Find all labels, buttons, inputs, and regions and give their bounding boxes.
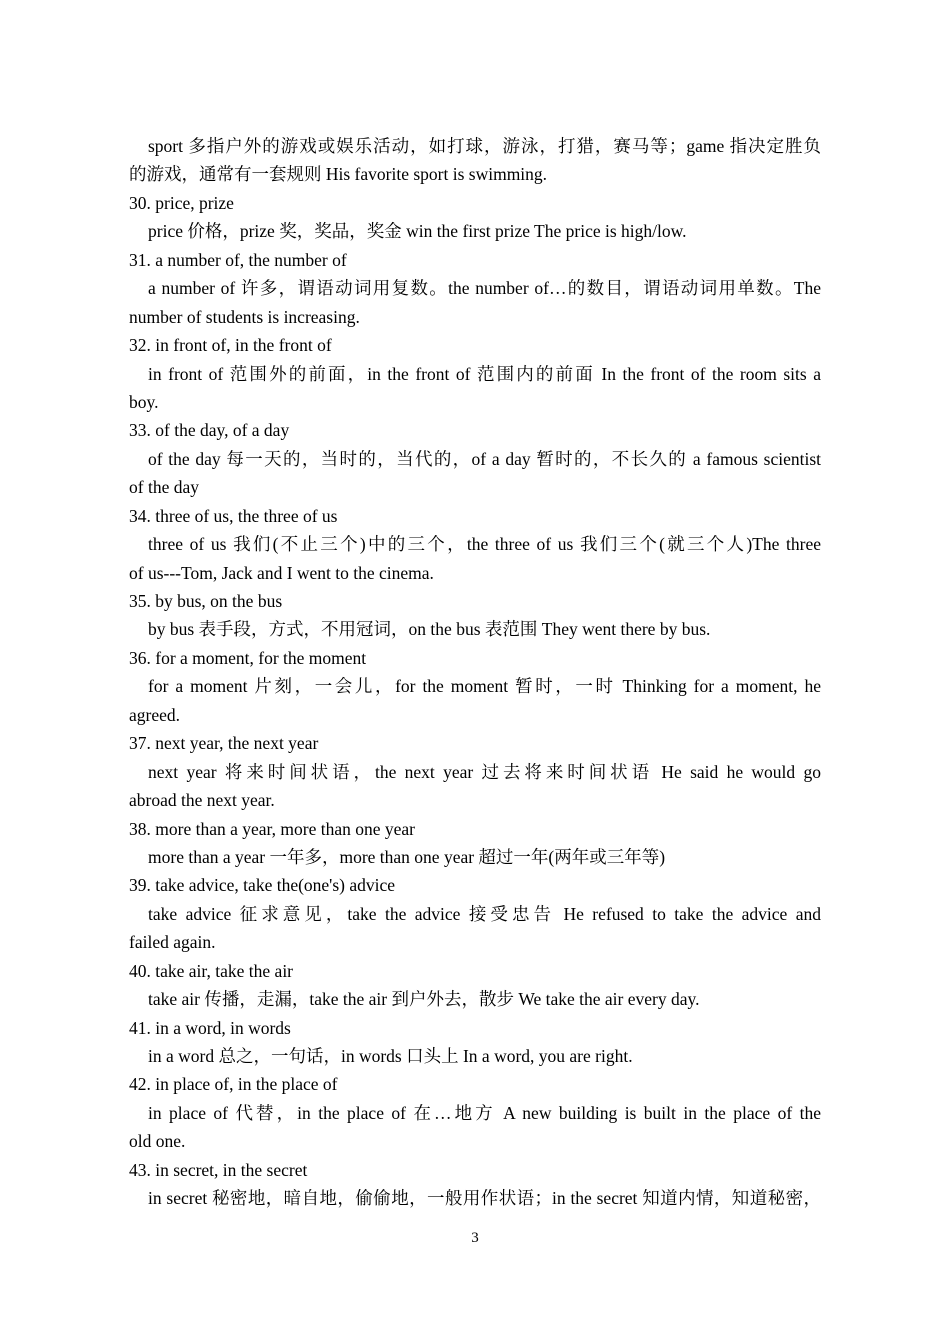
text-line: of the day 每一天的，当时的，当代的，of a day 暂时的，不长久的 a famous scientist bbox=[148, 448, 821, 469]
text-line: for a moment 片刻，一会儿，for the moment 暂时，一时 Thinking for a moment, he bbox=[148, 676, 821, 697]
entry-heading: 34. three of us, the three of us bbox=[129, 505, 338, 526]
text-line: in a word 总之，一句话，in words 口头上 In a word, you are right. bbox=[148, 1046, 633, 1066]
entry-heading: 42. in place of, in the place of bbox=[129, 1074, 338, 1095]
entry-heading: 36. for a moment, for the moment bbox=[129, 647, 367, 668]
text-line: price 价格，prize 奖，奖品，奖金 win the first prize The price is high/low. bbox=[148, 221, 687, 242]
text-line: by bus 表手段，方式，不用冠词，on the bus 表范围 They went there by bus. bbox=[148, 619, 711, 640]
entry-heading: 33. of the day, of a day bbox=[129, 420, 290, 441]
text-line: in secret 秘密地，暗自地，偷偷地，一般用作状语；in the secret 知道内情，知道秘密， bbox=[148, 1188, 821, 1209]
entry-heading: 30. price, prize bbox=[129, 192, 234, 213]
text-line: more than a year 一年多，more than one year 超过一年(两年或三年等) bbox=[148, 846, 666, 867]
text-line: of the day bbox=[129, 477, 199, 498]
page-content bbox=[129, 132, 821, 1213]
page-number: 3 bbox=[471, 1230, 479, 1246]
entry-heading: 38. more than a year, more than one year bbox=[129, 818, 415, 839]
text-line: old one. bbox=[129, 1131, 186, 1152]
entry-heading: 37. next year, the next year bbox=[129, 733, 319, 754]
text-line: failed again. bbox=[129, 932, 216, 953]
text-line: three of us 我们(不止三个)中的三个，the three of us 我们三个(就三个人)The three bbox=[148, 534, 821, 555]
entry-heading: 31. a number of, the number of bbox=[129, 249, 347, 270]
text-line: in front of 范围外的前面，in the front of 范围内的前面 In the front of the room sits a bbox=[148, 363, 821, 384]
entry-heading: 40. take air, take the air bbox=[129, 960, 294, 981]
entry-heading: 43. in secret, in the secret bbox=[129, 1159, 308, 1180]
text-line: 的游戏，通常有一套规则 His favorite sport is swimming. bbox=[129, 164, 548, 185]
text-line: next year 将来时间状语，the next year 过去将来时间状语 He said he would go bbox=[148, 761, 821, 782]
text-line: sport 多指户外的游戏或娱乐活动，如打球，游泳，打猎，赛马等；game 指决定胜负 bbox=[148, 136, 821, 156]
text-line: take advice 征求意见，take the advice 接受忠告 He refused to take the advice and bbox=[148, 903, 821, 924]
entry-heading: 35. by bus, on the bus bbox=[129, 591, 283, 611]
text-line: take air 传播，走漏，take the air 到户外去，散步 We take the air every day. bbox=[148, 989, 700, 1010]
entry-heading: 41. in a word, in words bbox=[129, 1017, 291, 1038]
text-line: boy. bbox=[129, 391, 159, 412]
text-line: a number of 许多，谓语动词用复数。the number of…的数目，谓语动词用单数。The bbox=[148, 278, 821, 299]
text-line: agreed. bbox=[129, 704, 181, 725]
entry-heading: 32. in front of, in the front of bbox=[129, 335, 332, 356]
text-line: in place of 代替，in the place of 在…地方 A new building is built in the place of the bbox=[148, 1102, 821, 1123]
entry-heading: 39. take advice, take the(one's) advice bbox=[129, 875, 396, 896]
text-line: number of students is increasing. bbox=[129, 306, 360, 327]
text-line: abroad the next year. bbox=[129, 790, 275, 811]
text-line: of us---Tom, Jack and I went to the cinema. bbox=[129, 562, 434, 583]
